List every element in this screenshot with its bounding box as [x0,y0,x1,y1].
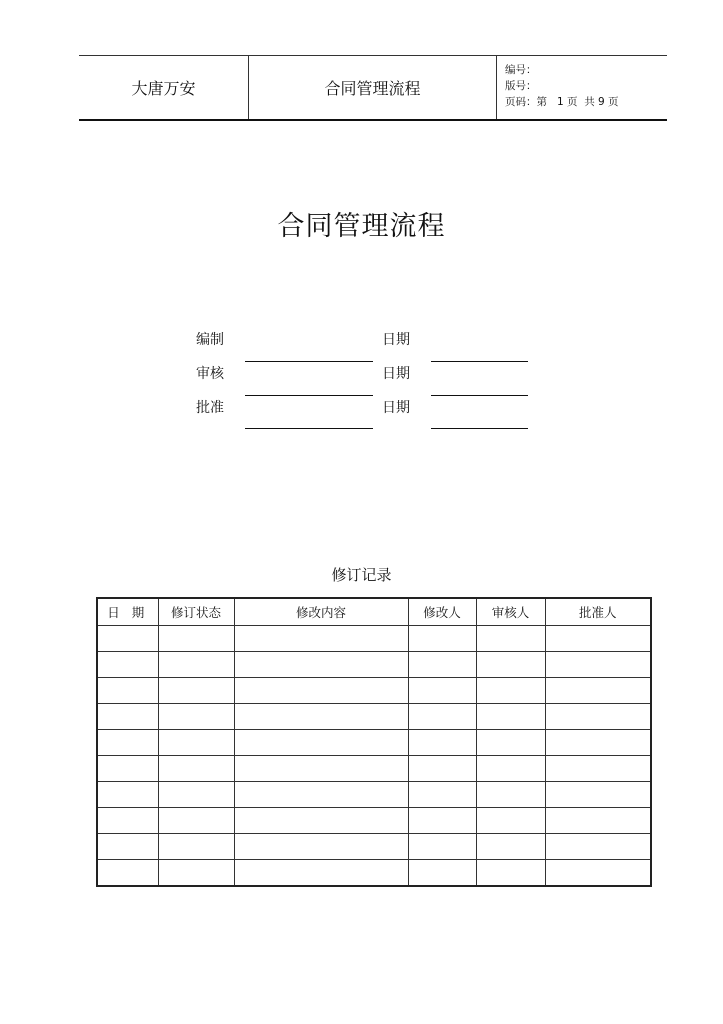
table-cell[interactable] [158,730,234,756]
signature-date-label: 日期 [382,366,410,382]
column-header-reviewer: 审核人 [476,598,545,626]
table-cell[interactable] [97,626,158,652]
table-cell[interactable] [158,860,234,887]
doc-number-label: 编号： [505,64,537,76]
table-cell[interactable] [545,756,651,782]
table-cell[interactable] [158,808,234,834]
table-cell[interactable] [234,808,408,834]
signature-date-label: 日期 [382,332,410,348]
table-cell[interactable] [476,678,545,704]
table-cell[interactable] [408,704,476,730]
table-cell[interactable] [476,756,545,782]
table-cell[interactable] [158,834,234,860]
table-cell[interactable] [545,626,651,652]
table-row [97,860,651,887]
table-cell[interactable] [408,652,476,678]
table-cell[interactable] [408,782,476,808]
version-label: 版号： [505,80,537,92]
table-cell[interactable] [234,756,408,782]
signature-line[interactable] [245,361,373,362]
table-cell[interactable] [97,678,158,704]
signature-date-label: 日期 [382,400,410,416]
table-cell[interactable] [234,860,408,887]
table-cell[interactable] [476,808,545,834]
table-cell[interactable] [158,782,234,808]
table-cell[interactable] [408,808,476,834]
table-cell[interactable] [408,860,476,887]
company-name: 大唐万安 [79,56,249,119]
table-row [97,652,651,678]
table-cell[interactable] [408,730,476,756]
header-meta [497,56,667,119]
column-header-revision-status: 修订状态 [158,598,234,626]
table-cell[interactable] [545,652,651,678]
table-cell[interactable] [476,626,545,652]
table-cell[interactable] [408,626,476,652]
table-cell[interactable] [545,860,651,887]
page-number: 页码：第 1 页 共 9 页 [505,96,619,108]
column-header-change-content: 修改内容 [234,598,408,626]
table-cell[interactable] [476,652,545,678]
table-cell[interactable] [234,730,408,756]
table-cell[interactable] [234,652,408,678]
table-cell[interactable] [408,678,476,704]
table-cell[interactable] [158,704,234,730]
revision-table-body [97,626,651,887]
table-cell[interactable] [545,678,651,704]
document-header [79,55,667,121]
table-cell[interactable] [97,756,158,782]
table-cell[interactable] [234,782,408,808]
table-row [97,834,651,860]
table-cell[interactable] [97,782,158,808]
table-cell[interactable] [234,626,408,652]
table-cell[interactable] [545,834,651,860]
date-line[interactable] [431,361,528,362]
table-cell[interactable] [97,652,158,678]
table-cell[interactable] [408,834,476,860]
table-cell[interactable] [97,834,158,860]
table-row [97,678,651,704]
table-cell[interactable] [234,678,408,704]
table-cell[interactable] [476,782,545,808]
table-cell[interactable] [97,704,158,730]
table-cell[interactable] [545,704,651,730]
page-title: 合同管理流程 [277,211,446,242]
table-row [97,808,651,834]
table-cell[interactable] [97,860,158,887]
column-header-approver: 批准人 [545,598,651,626]
table-header-row [97,598,651,626]
signature-role-approved: 批准 [196,400,224,416]
signature-role-prepared: 编制 [196,332,224,348]
date-line[interactable] [431,395,528,396]
table-row [97,704,651,730]
table-cell[interactable] [97,808,158,834]
table-cell[interactable] [234,704,408,730]
table-row [97,730,651,756]
table-cell[interactable] [234,834,408,860]
signature-line[interactable] [245,395,373,396]
table-row [97,782,651,808]
table-row [97,626,651,652]
column-header-date: 日期 [97,598,158,626]
table-cell[interactable] [545,730,651,756]
table-cell[interactable] [158,626,234,652]
signature-role-reviewed: 审核 [196,366,224,382]
date-line[interactable] [431,428,528,429]
header-title: 合同管理流程 [249,56,497,119]
table-cell[interactable] [476,834,545,860]
table-cell[interactable] [476,860,545,887]
table-cell[interactable] [545,782,651,808]
table-cell[interactable] [476,704,545,730]
table-cell[interactable] [158,756,234,782]
revision-table [96,597,652,887]
revision-record-title: 修订记录 [331,566,392,584]
signature-line[interactable] [245,428,373,429]
table-cell[interactable] [545,808,651,834]
table-cell[interactable] [158,652,234,678]
table-cell[interactable] [158,678,234,704]
table-cell[interactable] [476,730,545,756]
table-row [97,756,651,782]
table-cell[interactable] [408,756,476,782]
table-cell[interactable] [97,730,158,756]
column-header-modifier: 修改人 [408,598,476,626]
